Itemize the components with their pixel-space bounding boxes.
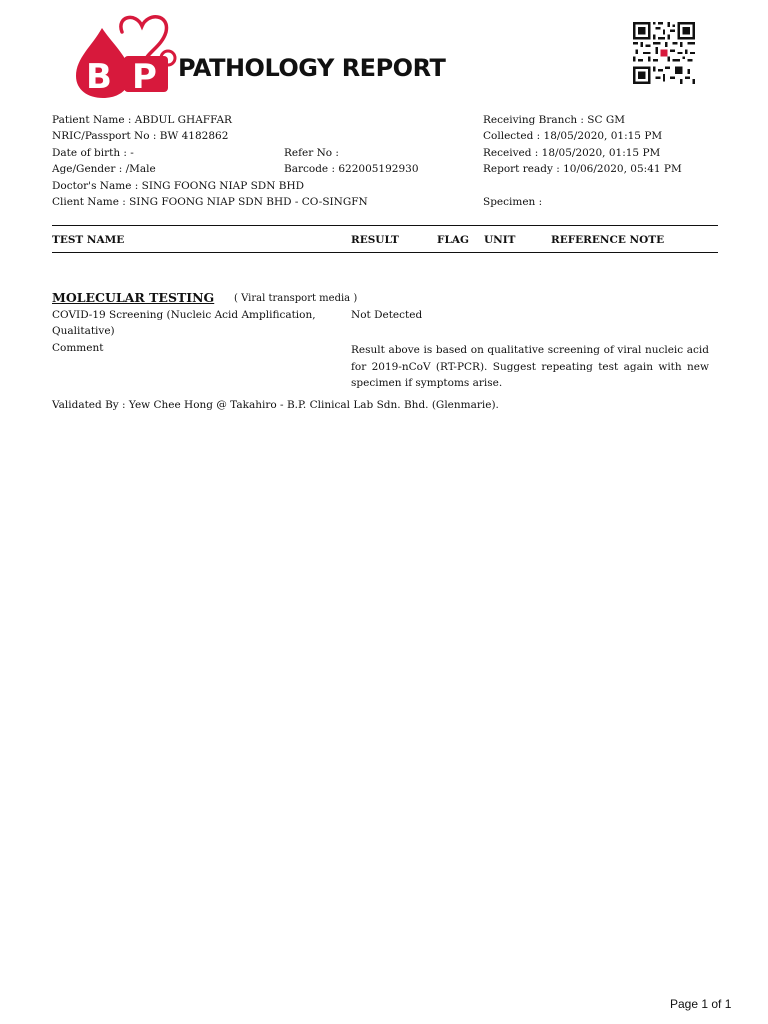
refer-no: Refer No : — [284, 147, 339, 159]
collected-date: Collected : 18/05/2020, 01:15 PM — [483, 130, 663, 142]
patient-name: Patient Name : ABDUL GHAFFAR — [52, 114, 232, 126]
comment-label: Comment — [52, 342, 104, 354]
test-name-line1: COVID-19 Screening (Nucleic Acid Amplification, — [52, 309, 316, 321]
section-title: MOLECULAR TESTING — [52, 290, 215, 305]
client-name: Client Name : SING FOONG NIAP SDN BHD - CO-SINGFN — [52, 196, 368, 208]
col-unit: UNIT — [484, 234, 516, 246]
col-test-name: TEST NAME — [52, 234, 125, 246]
col-result: RESULT — [351, 234, 399, 246]
logo-text-p: P — [132, 57, 157, 97]
logo-text-b: B — [86, 57, 112, 97]
barcode: Barcode : 622005192930 — [284, 163, 419, 175]
col-reference-note: REFERENCE NOTE — [551, 234, 665, 246]
nric-passport: NRIC/Passport No : BW 4182862 — [52, 130, 229, 142]
header-top-rule — [52, 225, 718, 226]
report-title: PATHOLOGY REPORT — [178, 54, 446, 82]
header-bottom-rule — [52, 252, 718, 253]
doctor-name: Doctor's Name : SING FOONG NIAP SDN BHD — [52, 180, 305, 192]
test-result: Not Detected — [351, 309, 423, 321]
validated-by: Validated By : Yew Chee Hong @ Takahiro - B.P. Clinical Lab Sdn. Bhd. (Glenmarie). — [52, 399, 499, 411]
specimen: Specimen : — [483, 196, 543, 208]
section-subtitle: ( Viral transport media ) — [234, 293, 358, 304]
qr-code-icon — [633, 22, 695, 84]
page-number: Page 1 of 1 — [670, 997, 732, 1011]
test-name-line2: Qualitative) — [52, 325, 115, 337]
report-ready-date: Report ready : 10/06/2020, 05:41 PM — [483, 163, 682, 175]
date-of-birth: Date of birth : - — [52, 147, 134, 159]
col-flag: FLAG — [437, 234, 469, 246]
bp-logo — [70, 12, 182, 100]
receiving-branch: Receiving Branch : SC GM — [483, 114, 626, 126]
age-gender: Age/Gender : /Male — [52, 163, 156, 175]
received-date: Received : 18/05/2020, 01:15 PM — [483, 147, 661, 159]
comment-text: Result above is based on qualitative screening of viral nucleic acid for 2019-nCoV (RT-PCR). Suggest repeating test again with new specimen if symptoms arise. — [351, 344, 709, 389]
